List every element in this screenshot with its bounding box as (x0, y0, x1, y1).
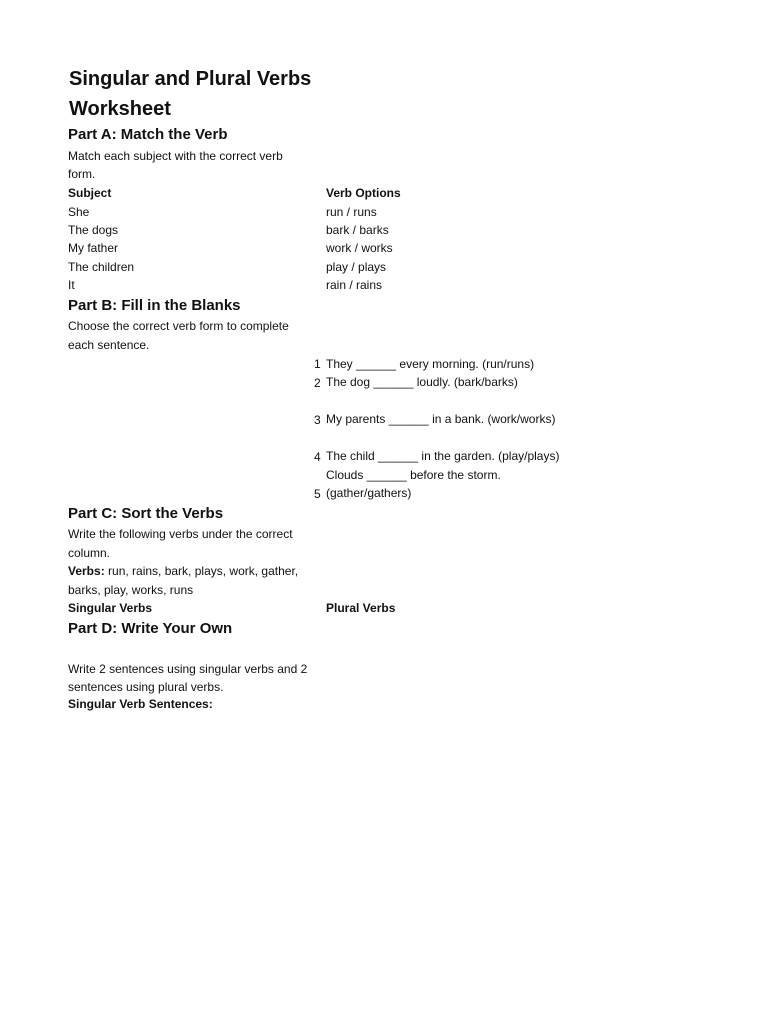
verb-options-cell: rain / rains (326, 278, 383, 292)
fill-blank-sentence: My parents ______ in a bank. (work/works) (326, 412, 556, 426)
part-b-instructions-line1: Choose the correct verb form to complete (68, 319, 289, 333)
verb-list-line2: barks, play, works, runs (68, 583, 194, 597)
verb-options-column-header: Verb Options (326, 186, 401, 200)
verbs-list-text: run, rains, bark, plays, work, gather, (104, 564, 299, 578)
subject-column-header: Subject (68, 186, 112, 200)
fill-blank-sentence: The child ______ in the garden. (play/plays) (326, 449, 560, 463)
item-number: 4 (314, 450, 321, 464)
subject-cell: The children (68, 260, 135, 274)
fill-blank-sentence-line1: Clouds ______ before the storm. (326, 468, 501, 482)
part-d-instructions-line1: Write 2 sentences using singular verbs and 2 (68, 662, 308, 676)
part-c-instructions-line2: column. (68, 546, 111, 560)
part-b-heading: Part B: Fill in the Blanks (68, 297, 241, 314)
plural-verbs-header: Plural Verbs (326, 601, 396, 615)
fill-blank-sentence: The dog ______ loudly. (bark/barks) (326, 375, 518, 389)
subject-cell: My father (68, 241, 119, 255)
singular-sentences-label: Singular Verb Sentences: (68, 697, 213, 711)
part-a-instructions-line1: Match each subject with the correct verb (68, 149, 283, 163)
worksheet-title-line1: Singular and Plural Verbs (69, 68, 312, 90)
subject-cell: The dogs (68, 223, 119, 237)
item-number: 2 (314, 376, 321, 390)
verb-list-line1 (68, 562, 298, 580)
part-b-instructions-line2: each sentence. (68, 338, 150, 352)
verb-options-cell: play / plays (326, 260, 387, 274)
singular-verbs-header: Singular Verbs (68, 601, 153, 615)
subject-cell: It (68, 278, 75, 292)
part-c-instructions-line1: Write the following verbs under the correct (68, 527, 293, 541)
part-a-heading: Part A: Match the Verb (68, 126, 228, 143)
part-d-instructions-line2: sentences using plural verbs. (68, 680, 224, 694)
verb-options-cell: work / works (326, 241, 393, 255)
verbs-label: Verbs: (68, 564, 105, 578)
fill-blank-sentence: They ______ every morning. (run/runs) (326, 357, 535, 371)
verb-options-cell: bark / barks (326, 223, 389, 237)
item-number: 3 (314, 413, 321, 427)
verb-options-cell: run / runs (326, 205, 377, 219)
item-number: 1 (314, 357, 321, 371)
worksheet-title-line2: Worksheet (69, 98, 171, 120)
part-d-heading: Part D: Write Your Own (68, 620, 233, 637)
fill-blank-sentence-line2: (gather/gathers) (326, 486, 412, 500)
part-c-heading: Part C: Sort the Verbs (68, 505, 224, 522)
item-number: 5 (314, 487, 321, 501)
subject-cell: She (68, 205, 90, 219)
part-a-instructions-line2: form. (68, 167, 96, 181)
